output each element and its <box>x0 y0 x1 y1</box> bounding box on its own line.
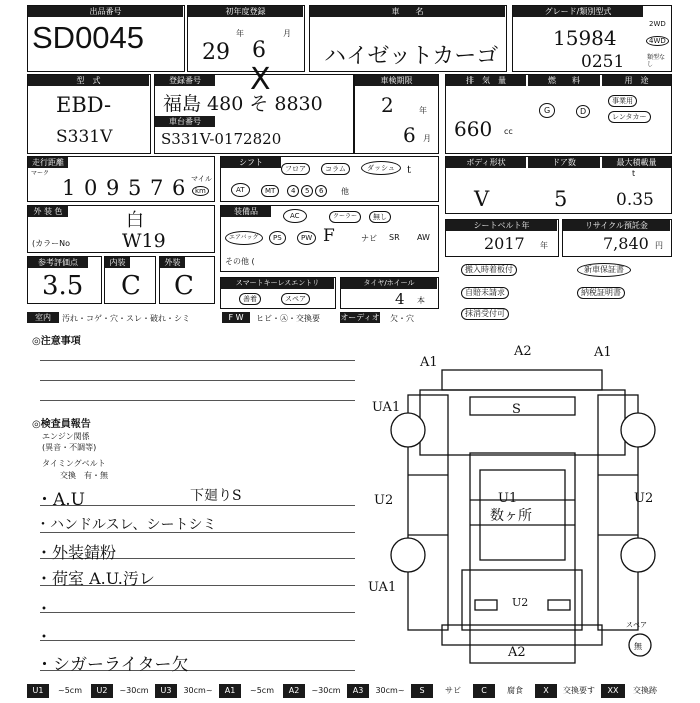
smart-key-box <box>220 277 336 309</box>
shift-4: 4 <box>287 185 299 197</box>
doors-label: ドア数 <box>528 157 600 168</box>
equip-cooler: クーラー <box>329 211 361 223</box>
shift-column: コラム <box>321 163 350 175</box>
paper-4: 納税証明書 <box>577 287 625 299</box>
note-line <box>40 380 355 381</box>
inspector-note-4: ・外装錆粉 <box>36 543 117 562</box>
fuel-g: G <box>539 103 555 118</box>
legend-bar <box>27 684 672 698</box>
capacity-label: 最大積載量 <box>602 157 671 168</box>
reg-box <box>154 74 439 154</box>
equip-ac: AC <box>283 209 307 223</box>
shift-box <box>220 156 439 202</box>
tire-label: タイヤ/ホイール <box>341 278 437 289</box>
mileage-box <box>27 156 215 202</box>
shift-other: 他 <box>341 187 349 196</box>
legend-key: A1 <box>219 684 241 698</box>
lot-label: 出品番号 <box>28 6 183 17</box>
audio-label: オーディオ <box>340 313 380 322</box>
papers-box <box>445 260 672 327</box>
inspector-note-2: 下廻りS <box>190 488 242 504</box>
mileage-digit: 1 <box>62 176 76 200</box>
legend-value: 30cm~ <box>375 686 405 695</box>
body-capacity: 0.35 <box>616 190 654 210</box>
legend-value: 交換要す <box>563 686 595 695</box>
legend-key: S <box>411 684 433 698</box>
equip-sr: SR <box>389 233 400 242</box>
engine-note-2: (異音・不調等) <box>42 443 97 452</box>
equip-none: 無し <box>369 211 391 223</box>
interior-score: C <box>121 271 141 301</box>
displacement-box <box>445 74 672 154</box>
legend-key: X <box>535 684 557 698</box>
purpose-rental: レンタカー <box>608 111 651 123</box>
audio-items: 欠・穴 <box>390 314 414 323</box>
dmg-bottom: A2 <box>508 645 526 660</box>
mileage-digit: 6 <box>172 176 186 200</box>
mark-label: マーク <box>31 170 50 177</box>
shift-dash: ダッシュ <box>361 161 401 175</box>
exterior-score-box <box>159 256 215 304</box>
lot-number: SD0045 <box>32 20 145 55</box>
equip-ps: PS <box>269 231 286 245</box>
wheel-front-right <box>621 413 655 447</box>
rear-bumper <box>442 625 602 645</box>
dmg-center-u2: U2 <box>512 596 529 609</box>
first-reg-year: 29 <box>202 40 230 65</box>
fw-items: ヒビ・Ⓐ・交換要 <box>256 314 320 323</box>
dmg-left-front: UA1 <box>372 400 401 415</box>
reg-number: 福島 480 そ 8830 <box>163 93 323 115</box>
model-line2: S331V <box>56 127 113 147</box>
inspector-line <box>40 505 355 506</box>
chassis-label: 車台番号 <box>155 116 215 127</box>
tire-unit: 本 <box>417 296 425 305</box>
paper-3: 自賠未請求 <box>461 287 509 299</box>
dmg-top-left: A1 <box>420 355 438 370</box>
recycle-unit: 円 <box>655 241 663 250</box>
exterior-score-label: 外装 <box>160 257 185 268</box>
inspection-label: 車検期限 <box>355 75 438 86</box>
seatbelt-label: シートベルト年 <box>446 220 557 231</box>
first-reg-label: 初年度登録 <box>188 6 303 17</box>
shift-5: 5 <box>301 185 313 197</box>
dmg-left-mid: U2 <box>374 493 394 508</box>
legend-key: XX <box>601 684 625 698</box>
exterior-score: C <box>174 271 194 301</box>
legend-value: ~30cm <box>119 686 149 695</box>
car-name: ハイゼットカーゴ <box>324 44 499 69</box>
body-doors: 5 <box>554 187 568 211</box>
insp-month-unit: 月 <box>423 134 431 143</box>
grade-label: グレード/類別型式 <box>513 6 643 17</box>
wheel-front-left <box>391 413 425 447</box>
inspector-heading: ◎検査員報告 <box>32 419 91 430</box>
inspector-note-1: ・A.U <box>36 490 86 510</box>
shift-label: シフト <box>221 157 281 168</box>
spare-label: スペア <box>626 621 647 629</box>
mileage-digit: 5 <box>128 176 142 200</box>
timing-note-2: 交換 有・無 <box>60 471 108 480</box>
grade-box <box>512 5 672 72</box>
model-line1: EBD- <box>56 93 112 117</box>
paper-2: 新車保証書 <box>577 263 631 277</box>
seatbelt-year: 2017 <box>484 234 525 253</box>
legend-value: ~5cm <box>250 686 274 695</box>
legend-value: 交換跡 <box>633 686 657 695</box>
inspection-month: 6 <box>403 123 416 147</box>
mileage-digit: 7 <box>150 176 164 200</box>
purpose-business: 事業用 <box>608 95 637 107</box>
legend-key: C <box>473 684 495 698</box>
displacement-value: 660 <box>454 117 493 141</box>
reg-label: 登録番号 <box>155 75 215 86</box>
fuel-d: D <box>576 105 590 118</box>
dmg-center-many: 数ヶ所 <box>490 508 532 524</box>
exterior-color: 白 <box>126 210 144 231</box>
notes-heading: ◎注意事項 <box>32 336 81 347</box>
inspector-line <box>40 612 355 613</box>
ref-score-label: 参考評価点 <box>28 257 88 268</box>
dmg-right-mid: U2 <box>634 491 654 506</box>
seatbelt-box <box>445 219 559 257</box>
car-name-label: 車 名 <box>310 6 505 17</box>
wheel-rear-left <box>391 538 425 572</box>
shift-at: AT <box>231 183 250 197</box>
legend-key: U2 <box>91 684 113 698</box>
timing-note-1: タイミングベルト <box>42 459 106 468</box>
legend-value: ~5cm <box>58 686 82 695</box>
note-line <box>40 400 355 401</box>
dmg-center-u1: U1 <box>498 491 518 506</box>
purpose-label: 用 途 <box>602 75 671 86</box>
inspection-year: 2 <box>381 93 394 117</box>
legend-key: A3 <box>347 684 369 698</box>
roof <box>470 453 575 663</box>
inspector-note-8: ・シガーライター欠 <box>36 655 189 675</box>
lot-box <box>27 5 185 72</box>
legend-value: 腐食 <box>507 686 523 695</box>
first-reg-month: 6 <box>252 38 266 63</box>
shift-6: 6 <box>315 185 327 197</box>
model-box <box>27 74 151 154</box>
tail-light-right <box>548 600 570 610</box>
recycle-box <box>562 219 672 257</box>
exterior-label: 外 装 色 <box>28 206 68 217</box>
legend-value: 30cm~ <box>183 686 213 695</box>
shift-extra: t <box>407 165 412 176</box>
recycle-label: リサイクル預託金 <box>563 220 670 231</box>
inspector-note-7: ・ <box>36 627 53 646</box>
equipment-box <box>220 205 439 272</box>
interior-score-box <box>104 256 156 304</box>
ref-score: 3.5 <box>42 271 84 301</box>
chassis-number: S331V-0172820 <box>161 130 282 148</box>
note-line <box>40 360 355 361</box>
tire-box <box>340 277 439 309</box>
equip-aw: AW <box>417 233 430 242</box>
recycle-value: 7,840 <box>603 234 649 253</box>
wheel-rear-right <box>621 538 655 572</box>
legend-value: サビ <box>445 686 461 695</box>
dmg-left-rear: UA1 <box>368 580 397 595</box>
equip-airbag: エアバッグ <box>225 231 263 245</box>
equip-navi: ナビ <box>361 234 377 243</box>
equip-pw: PW <box>297 231 316 245</box>
smart-key-2: スペア <box>281 293 310 305</box>
km-label: km <box>192 186 209 196</box>
mileage-digit: 9 <box>106 176 120 200</box>
paper-5: 抹消受付可 <box>461 308 509 320</box>
insp-year-unit: 年 <box>419 106 427 115</box>
mileage-digit: 0 <box>84 176 98 200</box>
color-no-label: (カラーNo <box>32 239 70 248</box>
spare-mark: 無 <box>634 642 642 651</box>
equipment-label: 装備品 <box>221 206 271 217</box>
smart-key-1: 善着 <box>239 293 261 305</box>
month-unit: 月 <box>283 29 291 38</box>
dmg-top-right: A1 <box>594 345 612 360</box>
shift-mt: MT <box>261 185 279 197</box>
legend-key: U3 <box>155 684 177 698</box>
first-reg-box <box>187 5 305 72</box>
legend-key: U1 <box>27 684 49 698</box>
mile-label: マイル <box>191 175 212 183</box>
opt-none: 類型なし <box>647 54 666 68</box>
body-label: ボディ形状 <box>446 157 526 168</box>
ref-score-box <box>27 256 102 304</box>
shift-floor: フロア <box>281 163 310 175</box>
equip-written: F <box>323 226 335 246</box>
interior-room-items: 汚れ・コゲ・穴・スレ・破れ・シミ <box>62 314 190 323</box>
windshield <box>470 397 575 415</box>
inspector-note-3: ・ハンドルスレ、シートシミ <box>36 517 217 533</box>
interior-score-label: 内装 <box>105 257 130 268</box>
equip-other: その他 ( <box>225 257 255 266</box>
model-label: 型 式 <box>28 75 149 86</box>
grade-code1: 15984 <box>553 26 617 50</box>
year-unit: 年 <box>236 29 244 38</box>
interior-room-label: 室内 <box>27 312 59 323</box>
tire-value: 4 <box>395 290 405 308</box>
inspection-divider <box>353 75 355 153</box>
opt-2wd: 2WD <box>649 20 666 28</box>
exterior-box <box>27 205 215 253</box>
displacement-unit: cc <box>504 127 513 136</box>
inspector-note-6: ・ <box>36 599 53 618</box>
seatbelt-unit: 年 <box>540 241 548 250</box>
opt-4wd: 4WD <box>646 36 669 46</box>
engine-note-1: エンジン関係 <box>42 432 90 441</box>
mileage-label: 走行距離 <box>28 157 68 168</box>
displacement-label: 排 気 量 <box>446 75 526 86</box>
fw-label: F W <box>222 312 250 323</box>
body-box <box>445 156 672 214</box>
car-name-box <box>309 5 507 72</box>
body-shape: V <box>474 187 490 211</box>
smart-key-label: スマートキーレスエントリ <box>221 278 334 289</box>
fuel-label: 燃 料 <box>528 75 600 86</box>
reg-strike: X <box>250 62 271 97</box>
grade-code2: 0251 <box>581 52 625 72</box>
capacity-unit: t <box>632 169 636 178</box>
dmg-center-s: S <box>512 402 521 417</box>
inspector-line <box>40 640 355 641</box>
exterior-color-no: W19 <box>122 230 166 252</box>
dmg-top-center: A2 <box>514 344 532 359</box>
paper-1: 搬入時着板付 <box>461 264 517 276</box>
tail-light-left <box>475 600 497 610</box>
legend-value: ~30cm <box>311 686 341 695</box>
inspector-note-5: ・荷室 A.U.汚レ <box>36 569 155 588</box>
front-body <box>420 390 625 455</box>
legend-key: A2 <box>283 684 305 698</box>
front-bumper <box>442 370 602 390</box>
